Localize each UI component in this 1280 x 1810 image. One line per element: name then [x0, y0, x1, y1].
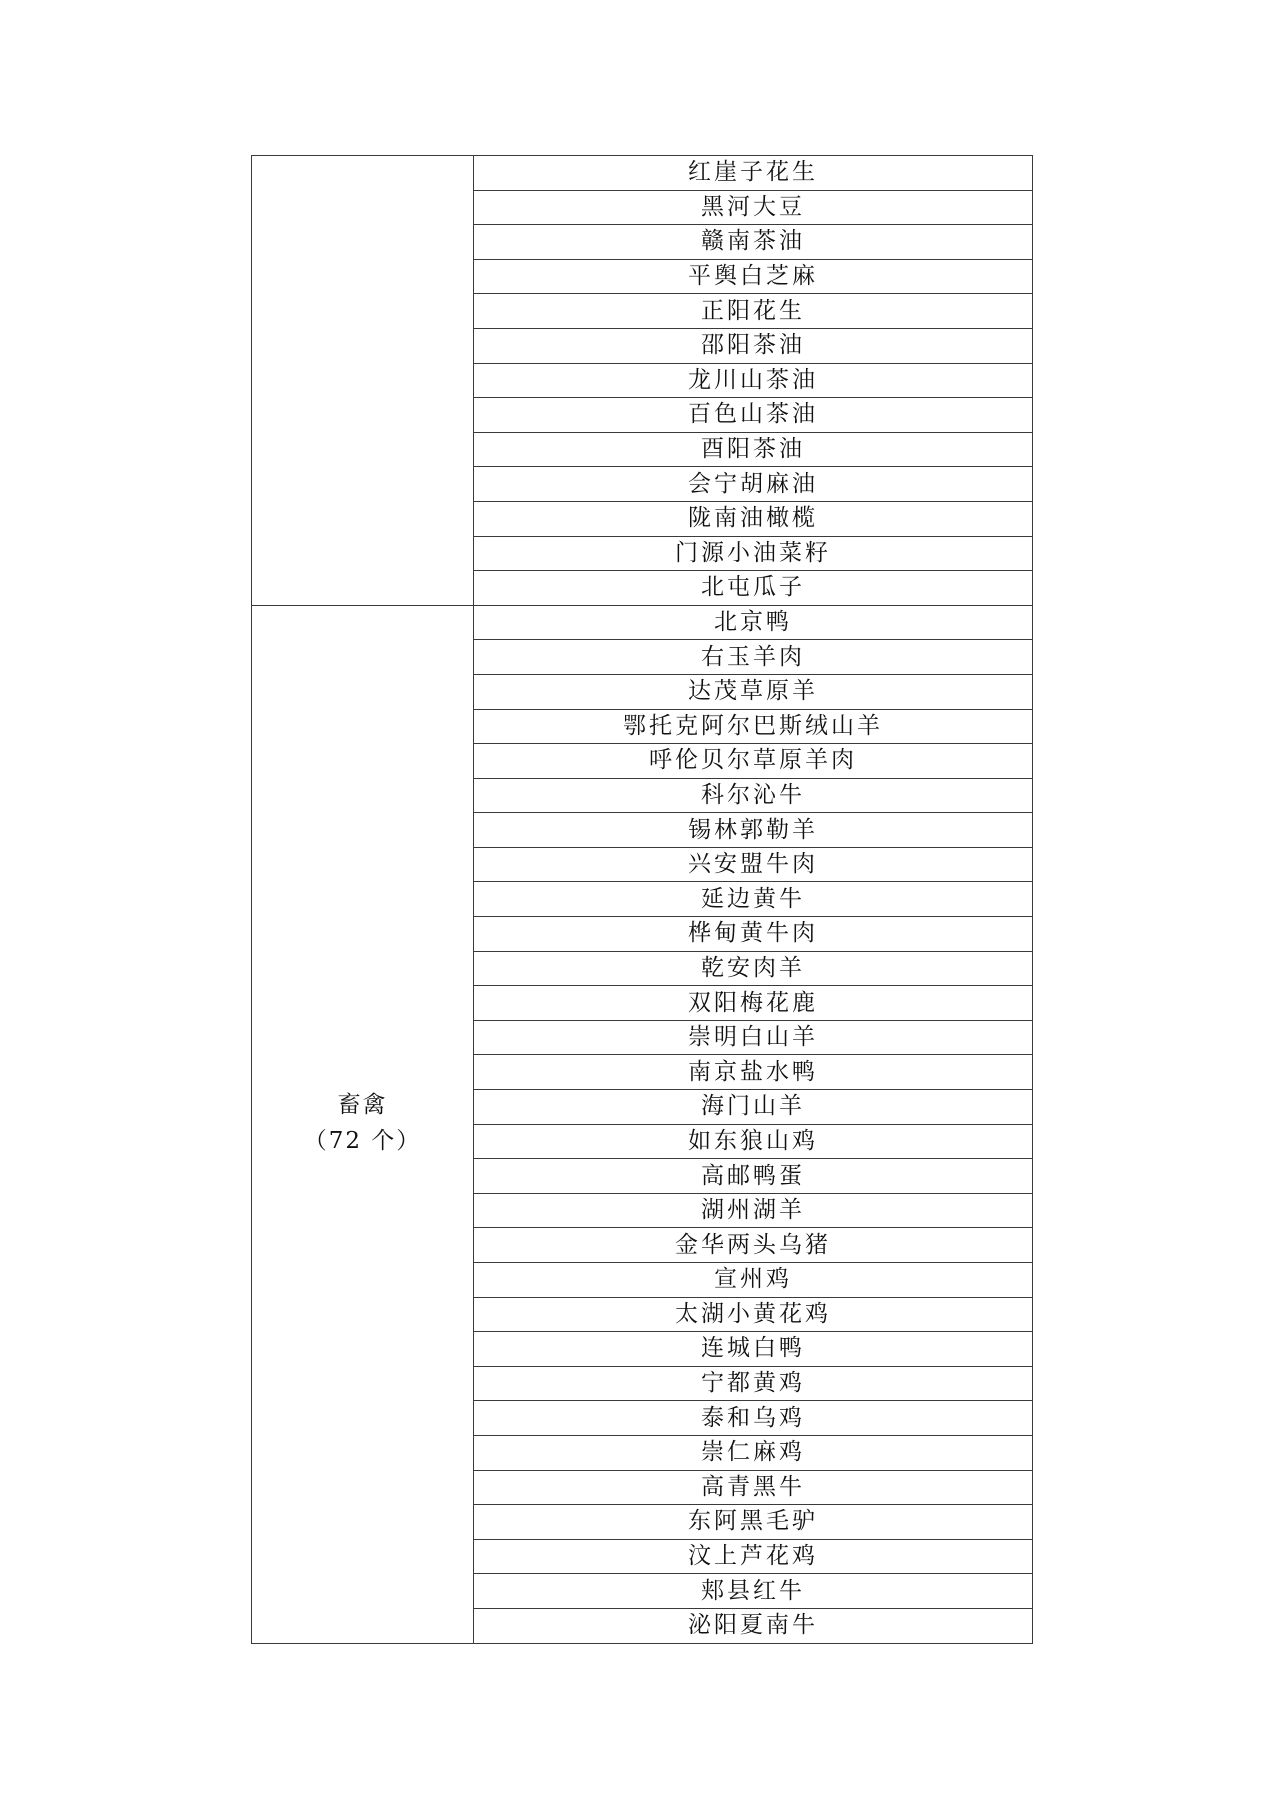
product-name-cell: 宁都黄鸡	[474, 1366, 1033, 1401]
product-name-cell: 酉阳茶油	[474, 432, 1033, 467]
product-name-cell: 北屯瓜子	[474, 571, 1033, 606]
product-name-cell: 正阳花生	[474, 294, 1033, 329]
table-row	[252, 605, 1033, 640]
product-name-cell: 会宁胡麻油	[474, 467, 1033, 502]
product-name-cell: 桦甸黄牛肉	[474, 917, 1033, 952]
product-name-cell: 高青黑牛	[474, 1470, 1033, 1505]
product-name-cell: 太湖小黄花鸡	[474, 1297, 1033, 1332]
product-name-cell: 高邮鸭蛋	[474, 1159, 1033, 1194]
product-name-cell: 北京鸭	[474, 605, 1033, 640]
product-name-cell: 鄂托克阿尔巴斯绒山羊	[474, 709, 1033, 744]
category-cell	[252, 605, 474, 1643]
category-name: 畜禽	[337, 1092, 388, 1119]
category-cell	[252, 156, 474, 606]
product-name-cell: 呼伦贝尔草原羊肉	[474, 744, 1033, 779]
table-body	[252, 156, 1033, 1644]
product-name-cell: 门源小油菜籽	[474, 536, 1033, 571]
product-name-cell: 兴安盟牛肉	[474, 847, 1033, 882]
product-name-cell: 陇南油橄榄	[474, 501, 1033, 536]
product-name-cell: 宣州鸡	[474, 1263, 1033, 1298]
product-name-cell: 东阿黑毛驴	[474, 1505, 1033, 1540]
product-name-cell: 百色山茶油	[474, 398, 1033, 433]
product-name-cell: 右玉羊肉	[474, 640, 1033, 675]
product-name-cell: 泰和乌鸡	[474, 1401, 1033, 1436]
product-name-cell: 邵阳茶油	[474, 328, 1033, 363]
product-name-cell: 海门山羊	[474, 1090, 1033, 1125]
product-name-cell: 郏县红牛	[474, 1574, 1033, 1609]
product-name-cell: 红崖子花生	[474, 156, 1033, 191]
product-name-cell: 双阳梅花鹿	[474, 986, 1033, 1021]
product-name-cell: 赣南茶油	[474, 225, 1033, 260]
product-name-cell: 锡林郭勒羊	[474, 813, 1033, 848]
product-name-cell: 平舆白芝麻	[474, 259, 1033, 294]
table-row	[252, 156, 1033, 191]
product-name-cell: 达茂草原羊	[474, 674, 1033, 709]
product-name-cell: 金华两头乌猪	[474, 1228, 1033, 1263]
product-name-cell: 崇仁麻鸡	[474, 1435, 1033, 1470]
product-name-cell: 龙川山茶油	[474, 363, 1033, 398]
product-name-cell: 南京盐水鸭	[474, 1055, 1033, 1090]
product-name-cell: 科尔沁牛	[474, 778, 1033, 813]
product-name-cell: 延边黄牛	[474, 882, 1033, 917]
category-count: （72 个）	[303, 1128, 422, 1155]
product-name-cell: 崇明白山羊	[474, 1020, 1033, 1055]
product-name-cell: 湖州湖羊	[474, 1193, 1033, 1228]
product-name-cell: 如东狼山鸡	[474, 1124, 1033, 1159]
product-name-cell: 汶上芦花鸡	[474, 1539, 1033, 1574]
product-table	[251, 155, 1033, 1644]
product-name-cell: 乾安肉羊	[474, 951, 1033, 986]
product-name-cell: 黑河大豆	[474, 190, 1033, 225]
product-name-cell: 连城白鸭	[474, 1332, 1033, 1367]
product-name-cell: 泌阳夏南牛	[474, 1608, 1033, 1643]
